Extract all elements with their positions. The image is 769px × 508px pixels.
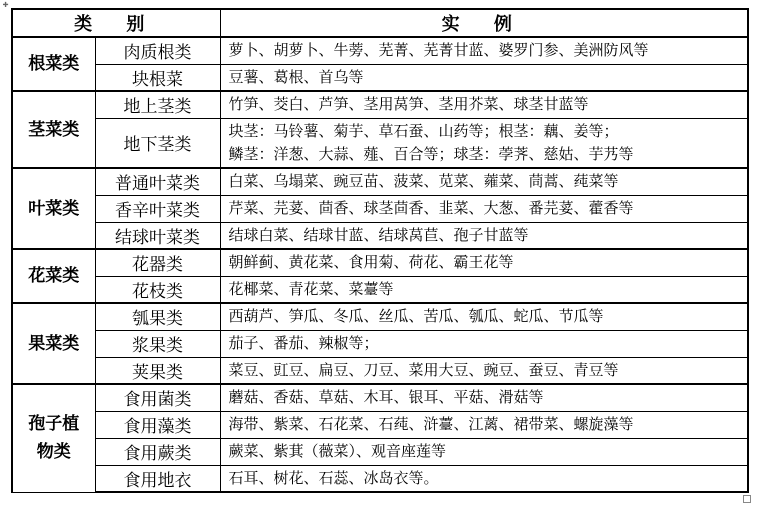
examples-cell: 茄子、番茄、辣椒等； <box>220 330 748 357</box>
examples-line: 块茎：马铃薯、菊芋、草石蚕、山药等；根茎：藕、姜等； <box>228 121 619 140</box>
category-cell: 果菜类 <box>12 303 95 384</box>
examples-cell: 竹笋、茭白、芦笋、茎用莴笋、茎用芥菜、球茎甘蓝等 <box>220 91 748 118</box>
table-row <box>12 37 748 64</box>
subcategory-cell: 香辛叶菜类 <box>95 195 220 222</box>
vegetable-classification-table <box>11 8 749 493</box>
subcategory-cell: 荚果类 <box>95 357 220 384</box>
examples-cell: 豆薯、葛根、首乌等 <box>220 64 748 91</box>
subcategory-cell: 地上茎类 <box>95 91 220 118</box>
table-row <box>12 384 748 411</box>
header-row <box>12 9 748 37</box>
category-cell: 根菜类 <box>12 37 95 91</box>
examples-cell: 朝鲜蓟、黄花菜、食用菊、荷花、霸王花等 <box>220 249 748 276</box>
subcategory-cell: 浆果类 <box>95 330 220 357</box>
subcategory-cell: 瓠果类 <box>95 303 220 330</box>
table-row <box>12 195 748 222</box>
subcategory-cell: 肉质根类 <box>95 37 220 64</box>
examples-cell: 白菜、乌塌菜、豌豆苗、菠菜、苋菜、蕹菜、茼蒿、莼菜等 <box>220 168 748 195</box>
subcategory-cell: 花枝类 <box>95 276 220 303</box>
category-line: 物类 <box>36 442 71 463</box>
subcategory-cell: 食用蕨类 <box>95 438 220 465</box>
table-row <box>12 249 748 276</box>
subcategory-cell: 食用藻类 <box>95 411 220 438</box>
table-row <box>12 411 748 438</box>
examples-cell: 芹菜、芫荽、茴香、球茎茴香、韭菜、大葱、番芫荽、藿香等 <box>220 195 748 222</box>
table-row <box>12 330 748 357</box>
examples-cell: 西葫芦、笋瓜、冬瓜、丝瓜、苦瓜、瓠瓜、蛇瓜、节瓜等 <box>220 303 748 330</box>
category-line: 孢子植 <box>28 414 80 435</box>
category-cell: 花菜类 <box>12 249 95 303</box>
anchor-icon[interactable] <box>1 1 10 10</box>
subcategory-cell: 块根菜 <box>95 64 220 91</box>
examples-cell: 蕨菜、紫萁（薇菜）、观音座莲等 <box>220 438 748 465</box>
header-category: 类 别 <box>12 9 220 37</box>
examples-cell: 结球白菜、结球甘蓝、结球莴苣、孢子甘蓝等 <box>220 222 748 249</box>
table-row <box>12 222 748 249</box>
examples-line: 鳞茎：洋葱、大蒜、薤、百合等；球茎：荸荠、慈姑、芋艿等 <box>228 144 634 163</box>
subcategory-cell: 食用菌类 <box>95 384 220 411</box>
subcategory-cell: 花器类 <box>95 249 220 276</box>
table-row <box>12 357 748 384</box>
subcategory-cell: 结球叶菜类 <box>95 222 220 249</box>
subcategory-cell: 地下茎类 <box>95 118 220 168</box>
table-row <box>12 303 748 330</box>
table-row <box>12 91 748 118</box>
examples-cell: 花椰菜、青花菜、菜薹等 <box>220 276 748 303</box>
examples-cell: 菜豆、豇豆、扁豆、刀豆、菜用大豆、豌豆、蚕豆、青豆等 <box>220 357 748 384</box>
examples-cell: 蘑菇、香菇、草菇、木耳、银耳、平菇、滑菇等 <box>220 384 748 411</box>
subcategory-cell: 普通叶菜类 <box>95 168 220 195</box>
resize-handle[interactable] <box>743 495 751 503</box>
table-row <box>12 465 748 492</box>
category-cell <box>12 384 95 492</box>
table-row <box>12 118 748 168</box>
category-cell: 茎菜类 <box>12 91 95 168</box>
examples-cell: 海带、紫菜、石花菜、石莼、浒薹、江蓠、裙带菜、螺旋藻等 <box>220 411 748 438</box>
table-row <box>12 276 748 303</box>
examples-cell <box>220 118 748 168</box>
table-row <box>12 438 748 465</box>
header-examples: 实 例 <box>220 9 748 37</box>
table-row <box>12 168 748 195</box>
table-row <box>12 64 748 91</box>
examples-cell: 石耳、树花、石蕊、冰岛衣等。 <box>220 465 748 492</box>
examples-cell: 萝卜、胡萝卜、牛蒡、芜菁、芜菁甘蓝、婆罗门参、美洲防风等 <box>220 37 748 64</box>
subcategory-cell: 食用地衣 <box>95 465 220 492</box>
category-cell: 叶菜类 <box>12 168 95 249</box>
